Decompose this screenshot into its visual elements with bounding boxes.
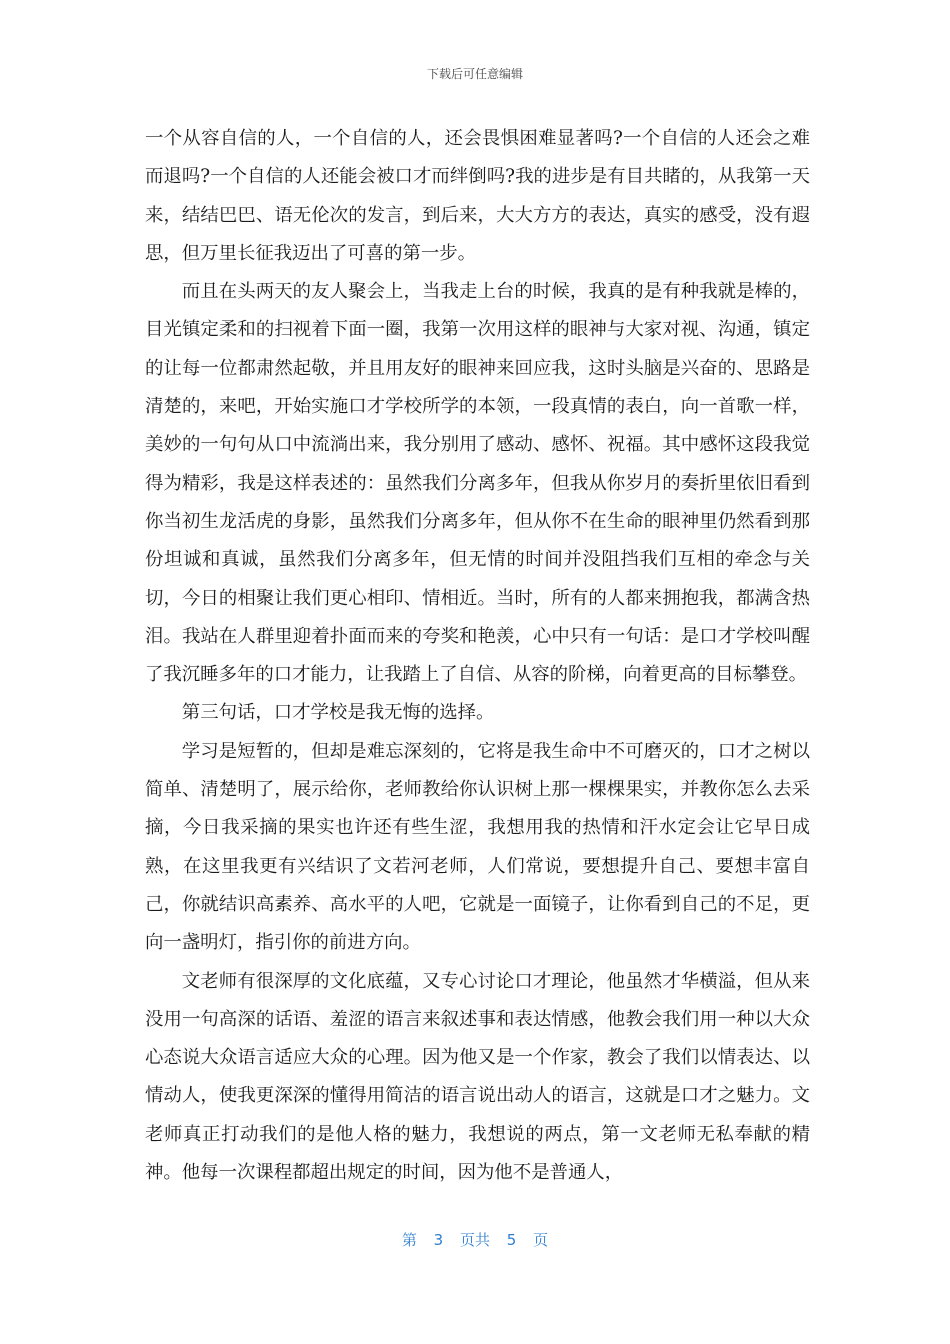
current-page-number: 3 [433,1231,444,1249]
paragraph: 学习是短暂的，但却是难忘深刻的，它将是我生命中不可磨灭的，口才之树以简单、清楚明了，展示给你，老师教给你认识树上那一棵棵果实，并教你怎么去采摘，今日我采摘的果实也许还有些生涩，我想用我的热情和汗水定会让它早日成熟，在这里我更有兴结识了文若河老师，人们常说，要想提升自己、要想丰富自己，你就结识高素养、高水平的人吧，它就是一面镜子，让你看到自己的不足，更向一盏明灯，指引你的前进方向。 [145,740,810,954]
page-header: 下载后可任意编辑 [426,67,523,81]
footer-suffix: 页 [533,1231,549,1249]
body-text [145,120,810,1192]
footer-middle: 页共 [459,1231,490,1249]
paragraph: 而且在头两天的友人聚会上，当我走上台的时候，我真的是有种我就是棒的，目光镇定柔和的扫视着下面一圈，我第一次用这样的眼神与大家对视、沟通，镇定的让每一位都肃然起敬，并且用友好的眼神来回应我，这时头脑是兴奋的、思路是清楚的，来吧，开始实施口才学校所学的本领，一段真情的表白，向一首歌一样，美妙的一句句从口中流淌出来，我分别用了感动、感怀、祝福。其中感怀这段我觉得为精彩，我是这样表述的：虽然我们分离多年，但我从你岁月的奏折里依旧看到你当初生龙活虎的身影，虽然我们分离多年，但从你不在生命的眼神里仍然看到那份坦诚和真诚，虽然我们分离多年，但无情的时间并没阻挡我们互相的牵念与关切，今日的相聚让我们更心相印、情相近。当时，所有的人都来拥抱我，都满含热泪。我站在人群里迎着扑面而来的夸奖和艳羡，心中只有一句话：是口才学校叫醒了我沉睡多年的口才能力，让我踏上了自信、从容的阶梯，向着更高的目标攀登。 [145,281,810,686]
paragraph: 第三句话，口才学校是我无悔的选择。 [181,702,495,724]
total-pages-number: 5 [506,1231,517,1249]
page-footer [0,1228,950,1252]
footer-prefix: 第 [401,1231,417,1249]
paragraph: 文老师有很深厚的文化底蕴，又专心讨论口才理论，他虽然才华横溢，但从来没用一句高深的话语、羞涩的语言来叙述事和表达情感，他教会我们用一种以大众心态说大众语言适应大众的心理。因为他又是一个作家，教会了我们以情表达、以情动人，使我更深深的懂得用简洁的语言说出动人的语言，这就是口才之魅力。文老师真正打动我们的是他人格的魅力，我想说的两点，第一文老师无私奉献的精神。他每一次课程都超出规定的时间，因为他不是普通人， [145,970,810,1184]
paragraph: 一个从容自信的人，一个自信的人，还会畏惧困难显著吗?一个自信的人还会之难而退吗?一个自信的人还能会被口才而绊倒吗?我的进步是有目共睹的，从我第一天来，结结巴巴、语无伦次的发言，到后来，大大方方的表达，真实的感受，没有遐思，但万里长征我迈出了可喜的第一步。 [145,128,810,264]
